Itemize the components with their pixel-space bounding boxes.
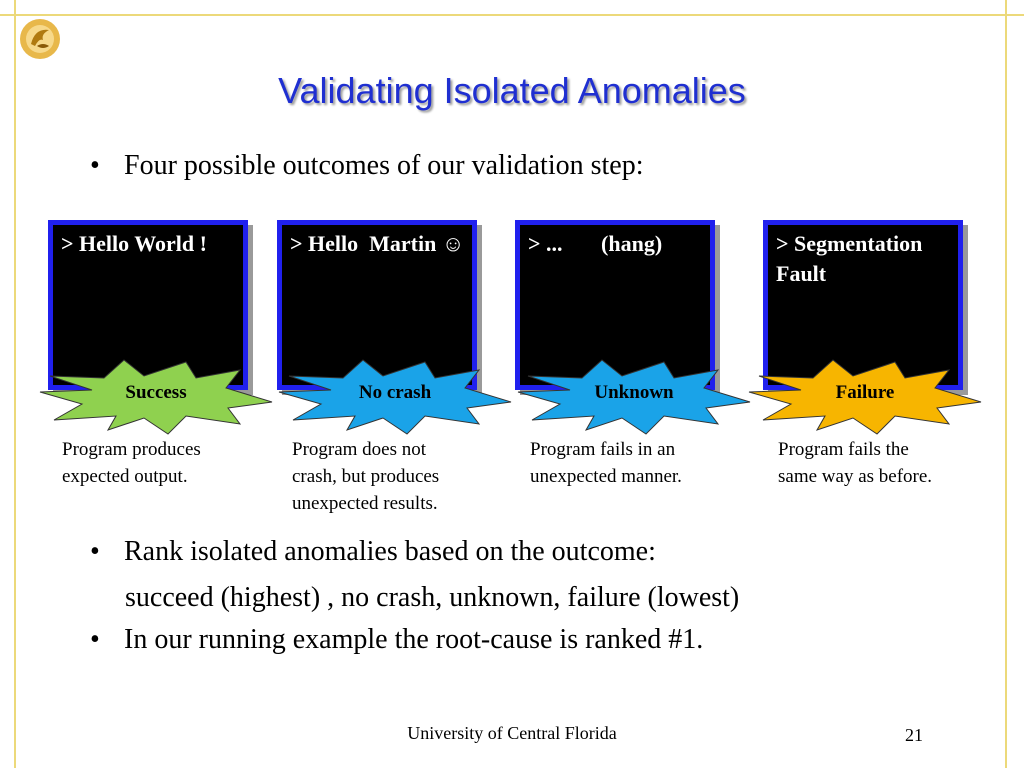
outcome-label: Success [125,382,187,403]
terminal-output: > ... (hang) [528,231,663,256]
bullet-text: Four possible outcomes of our validation step: [124,150,644,181]
burst-failure [745,356,985,436]
right-border-line [1005,0,1007,768]
bullet-outcomes [90,150,644,182]
bullet-running-example [90,624,703,656]
terminal-output: > Hello Martin ☺ [290,231,465,256]
outcome-description-success: Program produces expected output. [62,439,201,487]
outcome-description-no-crash: Program does not crash, but produces unexpected results. [292,439,440,514]
burst-success [36,356,276,436]
outcome-label: No crash [358,382,432,403]
left-border-line [14,0,16,768]
bullet-rank [90,536,656,568]
terminal-output: > Segmentation Fault [776,231,923,286]
pegasus-logo-icon [17,16,63,62]
outcome-label: Failure [835,382,895,403]
bullet-text: In our running example the root-cause is ranked #1. [124,624,704,655]
bullet-rank-continuation: succeed (highest) , no crash, unknown, failure (lowest) [125,582,740,613]
slide-title: Validating Isolated Anomalies [278,70,746,111]
burst-unknown [514,356,754,436]
page-number: 21 [905,725,923,745]
bullet-dot: • [90,150,100,181]
terminal-output: > Hello World ! [61,231,207,256]
outcome-description-unknown: Program fails in an unexpected manner. [530,439,682,487]
footer-university: University of Central Florida [407,723,617,743]
outcome-label: Unknown [594,382,674,403]
burst-no-crash [275,356,515,436]
top-border-line [0,14,1024,16]
bullet-text: Rank isolated anomalies based on the outcome: [124,536,656,567]
bullet-dot: • [90,536,100,567]
outcome-description-failure: Program fails the same way as before. [778,439,933,487]
bullet-dot: • [90,624,100,655]
